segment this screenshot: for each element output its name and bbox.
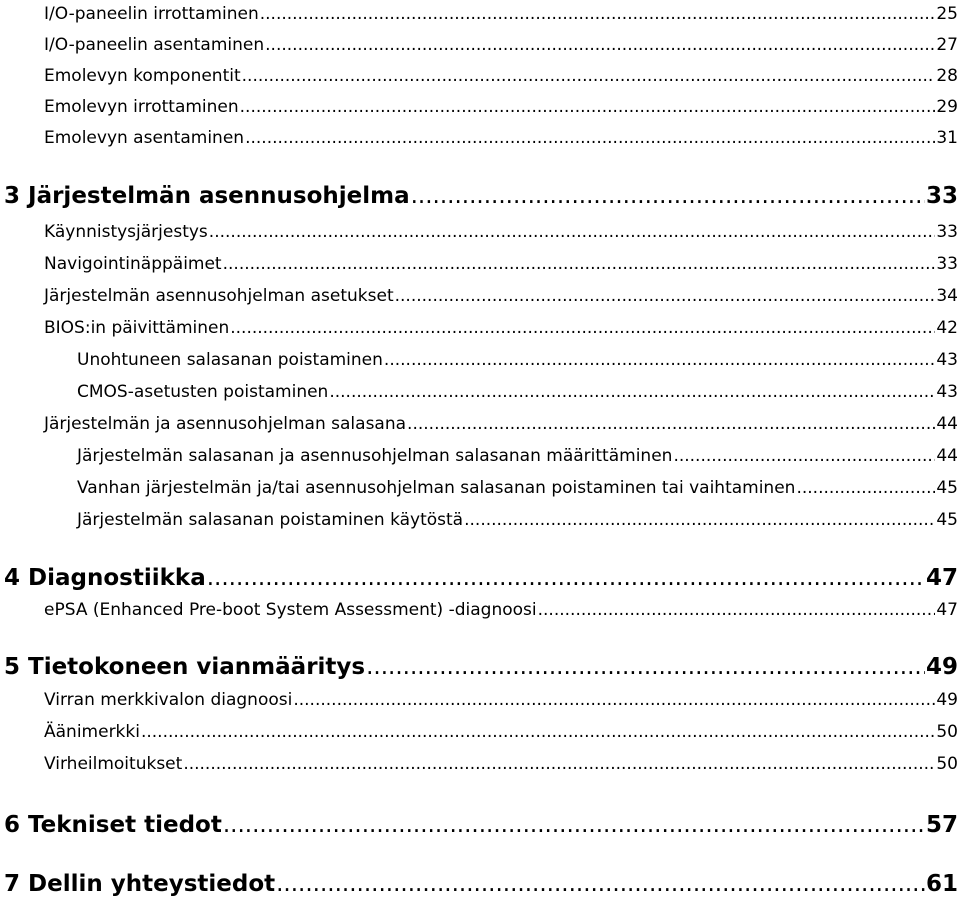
toc-entry-page: 43 <box>936 350 958 370</box>
toc-entry[interactable] <box>44 216 958 248</box>
toc-entry-title: Äänimerkki <box>44 722 140 742</box>
toc-leader-dots <box>260 0 936 30</box>
toc-entry-title: I/O-paneelin irrottaminen <box>44 4 259 24</box>
toc-leader-dots <box>207 560 925 596</box>
toc-entry-page: 34 <box>936 286 958 306</box>
toc-entry-page: 49 <box>936 690 958 710</box>
toc-entry-page: 31 <box>936 128 958 148</box>
toc-chapter-entry[interactable] <box>4 178 958 214</box>
toc-leader-dots <box>293 684 935 716</box>
toc-chapter-entry[interactable] <box>4 866 958 902</box>
toc-leader-dots <box>395 280 936 312</box>
toc-entry-page: 33 <box>936 254 958 274</box>
toc-entry-title: Virheilmoitukset <box>44 754 183 774</box>
toc-leader-dots <box>223 248 936 280</box>
toc-entry-page: 25 <box>936 4 958 24</box>
toc-entry-title: Järjestelmän salasanan poistaminen käytöstä <box>77 510 464 530</box>
toc-entry-title: Järjestelmän asennusohjelman asetukset <box>44 286 394 306</box>
toc-entry-title: Vanhan järjestelmän ja/tai asennusohjelman salasanan poistaminen tai vaihtaminen <box>77 478 796 498</box>
toc-entry[interactable] <box>77 376 958 408</box>
toc-chapter-entry[interactable] <box>4 807 958 843</box>
toc-leader-dots <box>209 216 936 248</box>
toc-chapter-title: 6 Tekniset tiedot <box>4 812 222 838</box>
toc-entry-title: Unohtuneen salasanan poistaminen <box>77 350 383 370</box>
toc-entry-page: 50 <box>936 722 958 742</box>
toc-chapter-title: 7 Dellin yhteystiedot <box>4 871 276 897</box>
toc-entry-page: 44 <box>936 446 958 466</box>
toc-entry-title: ePSA (Enhanced Pre-boot System Assessment) -diagnoosi <box>44 600 537 620</box>
toc-leader-dots <box>245 122 935 154</box>
toc-leader-dots <box>464 504 935 536</box>
toc-chapter-page: 33 <box>925 183 958 209</box>
toc-leader-dots <box>384 344 935 376</box>
toc-entry[interactable] <box>44 91 958 123</box>
toc-chapter-title: 5 Tietokoneen vianmääritys <box>4 654 366 680</box>
toc-entry[interactable] <box>44 594 958 626</box>
toc-entry-title: BIOS:in päivittäminen <box>44 318 230 338</box>
toc-entry-title: I/O-paneelin asentaminen <box>44 35 265 55</box>
toc-leader-dots <box>223 807 925 843</box>
toc-chapter-entry[interactable] <box>4 560 958 596</box>
toc-entry-title: Järjestelmän salasanan ja asennusohjelman salasanan määrittäminen <box>77 446 673 466</box>
toc-entry[interactable] <box>44 0 958 30</box>
toc-leader-dots <box>366 649 925 685</box>
toc-chapter-title: 4 Diagnostiikka <box>4 565 206 591</box>
toc-entry[interactable] <box>77 344 958 376</box>
toc-leader-dots <box>329 376 935 408</box>
toc-leader-dots <box>673 440 935 472</box>
toc-entry[interactable] <box>44 248 958 280</box>
toc-entry-title: Virran merkkivalon diagnoosi <box>44 690 293 710</box>
toc-leader-dots <box>240 91 936 123</box>
toc-entry[interactable] <box>44 122 958 154</box>
toc-entry-page: 28 <box>936 66 958 86</box>
toc-leader-dots <box>411 178 925 214</box>
toc-entry-title: Emolevyn asentaminen <box>44 128 245 148</box>
toc-entry[interactable] <box>44 408 958 440</box>
toc-entry[interactable] <box>44 748 958 780</box>
toc-leader-dots <box>183 748 935 780</box>
toc-chapter-page: 61 <box>925 871 958 897</box>
toc-leader-dots <box>230 312 935 344</box>
toc-entry[interactable] <box>44 312 958 344</box>
toc-entry-page: 27 <box>936 35 958 55</box>
toc-entry-title: Järjestelmän ja asennusohjelman salasana <box>44 414 407 434</box>
toc-chapter-page: 57 <box>925 812 958 838</box>
toc-leader-dots <box>265 29 935 61</box>
toc-entry-title: Emolevyn komponentit <box>44 66 241 86</box>
toc-entry[interactable] <box>44 280 958 312</box>
toc-entry-page: 50 <box>936 754 958 774</box>
toc-entry[interactable] <box>44 684 958 716</box>
toc-leader-dots <box>242 60 936 92</box>
toc-entry[interactable] <box>44 716 958 748</box>
toc-leader-dots <box>538 594 936 626</box>
toc-chapter-entry[interactable] <box>4 649 958 685</box>
toc-entry[interactable] <box>77 504 958 536</box>
toc-entry-title: Navigointinäppäimet <box>44 254 222 274</box>
toc-entry-page: 44 <box>936 414 958 434</box>
toc-entry-page: 45 <box>936 478 958 498</box>
toc-leader-dots <box>276 866 925 902</box>
toc-leader-dots <box>796 472 935 504</box>
toc-entry-page: 45 <box>936 510 958 530</box>
toc-leader-dots <box>407 408 935 440</box>
toc-entry-title: CMOS-asetusten poistaminen <box>77 382 329 402</box>
toc-entry-page: 42 <box>936 318 958 338</box>
toc-entry-page: 43 <box>936 382 958 402</box>
toc-entry-title: Emolevyn irrottaminen <box>44 97 239 117</box>
toc-entry-page: 33 <box>936 222 958 242</box>
toc-entry[interactable] <box>77 472 958 504</box>
toc-chapter-title: 3 Järjestelmän asennusohjelma <box>4 183 410 209</box>
toc-entry[interactable] <box>77 440 958 472</box>
toc-entry[interactable] <box>44 60 958 92</box>
toc-chapter-page: 47 <box>925 565 958 591</box>
toc-entry[interactable] <box>44 29 958 61</box>
toc-chapter-page: 49 <box>925 654 958 680</box>
toc-leader-dots <box>141 716 935 748</box>
toc-entry-title: Käynnistysjärjestys <box>44 222 208 242</box>
toc-entry-page: 47 <box>936 600 958 620</box>
toc-entry-page: 29 <box>936 97 958 117</box>
